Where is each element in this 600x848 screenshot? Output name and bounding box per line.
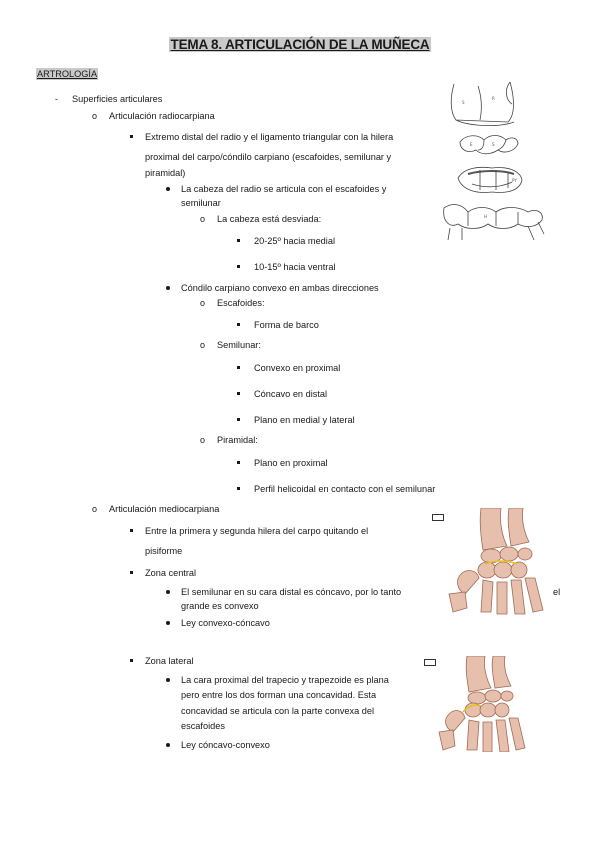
text-barco: Forma de barco xyxy=(254,320,319,330)
text-cabeza-line1: La cabeza del radio se articula con el escafoides y xyxy=(181,184,387,194)
outline-superficies: Superficies articulares xyxy=(72,94,163,104)
circle-bullet: o xyxy=(92,111,98,121)
square-bullet xyxy=(237,461,240,464)
disc-bullet xyxy=(166,743,170,747)
text-cara-line4: escafoides xyxy=(181,721,225,731)
square-bullet xyxy=(237,239,240,242)
text-plano-prox: Plano en proximal xyxy=(254,458,328,468)
square-bullet xyxy=(237,392,240,395)
disc-bullet xyxy=(166,286,170,290)
text-cara-line2: pero entre los dos forman una concavidad. Esta xyxy=(181,690,377,700)
text-escafoides: Escafoides: xyxy=(217,298,265,308)
square-bullet xyxy=(237,366,240,369)
wrist-bones-line-drawing-icon xyxy=(438,78,548,243)
text-radio-line1: Extremo distal del radio y el ligamento triangular con la hilera xyxy=(145,132,394,142)
square-bullet xyxy=(237,323,240,326)
text-zona-central: Zona central xyxy=(145,568,197,578)
square-bullet xyxy=(237,265,240,268)
circle-bullet: o xyxy=(200,298,206,308)
text-convexo-prox: Convexo en proximal xyxy=(254,363,341,373)
label-tag xyxy=(424,659,436,666)
text-semi-line2: grande es convexo xyxy=(181,601,259,611)
dash-bullet: - xyxy=(55,94,58,104)
text-zona-lateral: Zona lateral xyxy=(145,656,194,666)
wrist-anatomy-lateral-icon xyxy=(435,656,535,752)
circle-bullet: o xyxy=(200,435,206,445)
text-ventral: 10-15º hacia ventral xyxy=(254,262,336,272)
text-desviada: La cabeza está desviada: xyxy=(217,214,322,224)
square-bullet xyxy=(130,571,133,574)
disc-bullet xyxy=(166,678,170,682)
page-title: TEMA 8. ARTICULACIÓN DE LA MUÑECA xyxy=(170,37,430,52)
text-semi-line1: El semilunar en su cara distal es cóncavo, por lo tanto xyxy=(181,587,402,597)
outline-radiocarpiana: Articulación radiocarpiana xyxy=(109,111,215,121)
text-concavo-dist: Cóncavo en distal xyxy=(254,389,328,399)
text-semi-line1-end: el xyxy=(553,587,561,597)
disc-bullet xyxy=(166,621,170,625)
circle-bullet: o xyxy=(200,214,206,224)
square-bullet xyxy=(237,487,240,490)
section-heading: ARTROLOGÍA xyxy=(37,69,98,79)
wrist-anatomy-central-icon xyxy=(445,508,553,616)
square-bullet xyxy=(130,529,133,532)
text-perfil: Perfil helicoidal en contacto con el semilunar xyxy=(254,484,436,494)
circle-bullet: o xyxy=(200,340,206,350)
text-cara-line3: concavidad se articula con la parte convexa del xyxy=(181,706,375,716)
text-semilunar: Semilunar: xyxy=(217,340,261,350)
text-radio-line2: proximal del carpo/cóndilo carpiano (escafoides, semilunar y xyxy=(145,152,392,162)
text-entre-line1: Entre la primera y segunda hilera del carpo quitando el xyxy=(145,526,369,536)
square-bullet xyxy=(237,418,240,421)
text-piramidal: Piramidal: xyxy=(217,435,258,445)
svg-text:S: S xyxy=(492,142,495,147)
text-ley-cv: Ley cóncavo-convexo xyxy=(181,740,270,750)
svg-text:PY: PY xyxy=(512,178,517,183)
circle-bullet: o xyxy=(92,504,98,514)
square-bullet xyxy=(130,135,133,138)
text-ley-cc: Ley convexo-cóncavo xyxy=(181,618,270,628)
text-entre-line2: pisiforme xyxy=(145,546,183,556)
disc-bullet xyxy=(166,187,170,191)
svg-text:S: S xyxy=(462,100,465,105)
svg-text:H: H xyxy=(484,214,488,219)
outline-mediocarpiana: Articulación mediocarpiana xyxy=(109,504,220,514)
text-cara-line1: La cara proximal del trapecio y trapezoide es plana xyxy=(181,675,389,685)
text-condilo: Cóndilo carpiano convexo en ambas direcciones xyxy=(181,283,379,293)
label-tag xyxy=(432,514,444,521)
text-radio-line3: piramidal) xyxy=(145,168,186,178)
disc-bullet xyxy=(166,590,170,594)
square-bullet xyxy=(130,659,133,662)
text-plano-ml: Plano en medial y lateral xyxy=(254,415,355,425)
text-cabeza-line2: semilunar xyxy=(181,198,221,208)
svg-text:E: E xyxy=(470,142,473,147)
text-medial: 20-25º hacia medial xyxy=(254,236,335,246)
svg-text:R: R xyxy=(492,96,495,101)
